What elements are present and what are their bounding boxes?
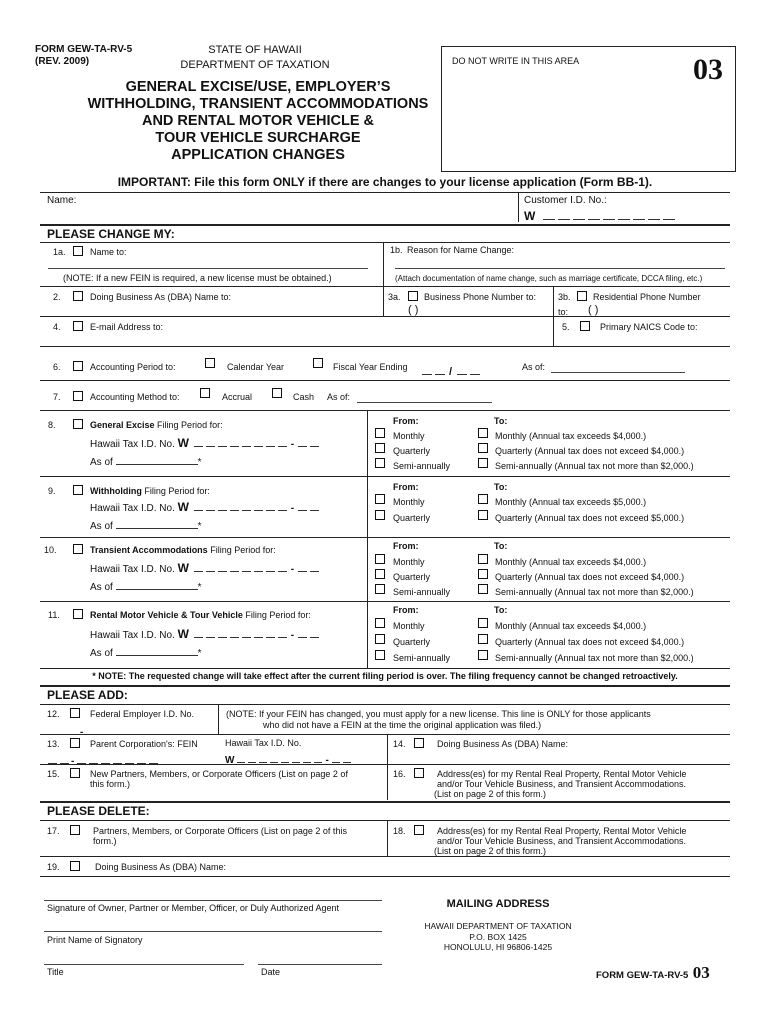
name-change-checkbox[interactable] <box>73 246 83 256</box>
date-line[interactable] <box>258 964 382 965</box>
mailing-line-3: HONOLULU, HI 96806-1425 <box>443 942 553 952</box>
rental-motor-vehicle-period <box>0 601 770 668</box>
to-monthly-checkbox[interactable] <box>478 618 488 628</box>
from-monthly-checkbox[interactable] <box>375 554 385 564</box>
from-option: Monthly <box>393 497 425 507</box>
general-excise-checkbox[interactable] <box>73 419 83 429</box>
from-semiannual-checkbox[interactable] <box>375 458 385 468</box>
from-label: From: <box>393 605 419 615</box>
item-number: 1b. <box>390 245 403 255</box>
cash-label: Cash <box>293 392 315 402</box>
to-monthly-checkbox[interactable] <box>478 494 488 504</box>
delete-dba-label: Doing Business As (DBA) Name: <box>95 862 227 872</box>
from-option: Monthly <box>393 431 425 441</box>
parent-fein-checkbox[interactable] <box>70 738 80 748</box>
attach-doc-note: (Attach documentation of name change, such as marriage certificate, DCCA filing, etc.) <box>395 274 703 283</box>
date-label: Date <box>261 967 281 977</box>
office-use-box <box>441 46 736 172</box>
delete-addresses-label-2: and/or Tour Vehicle Business, and Transient Accommodations. <box>437 836 686 846</box>
w-prefix: W <box>177 627 189 641</box>
to-label: To: <box>494 541 508 551</box>
item-number: 12. <box>47 709 60 719</box>
new-partners-label-2: this form.) <box>90 779 131 789</box>
asterisk: * <box>197 521 202 532</box>
tax-id-label: Hawaii Tax I.D. No. <box>90 503 175 514</box>
from-semiannual-checkbox[interactable] <box>375 650 385 660</box>
transient-accommodations-period <box>0 537 770 601</box>
add-addresses-label-3: (List on page 2 of this form.) <box>434 789 547 799</box>
asterisk: * <box>197 582 202 593</box>
to-semiannual-checkbox[interactable] <box>478 584 488 594</box>
from-quarterly-checkbox[interactable] <box>375 569 385 579</box>
item-number: 9. <box>48 486 56 496</box>
to-label: To: <box>494 605 508 615</box>
dash: - <box>325 755 329 766</box>
name-label: Name: <box>47 195 77 206</box>
to-semiannual-checkbox[interactable] <box>478 650 488 660</box>
from-option: Monthly <box>393 557 425 567</box>
add-addresses-label-2: and/or Tour Vehicle Business, and Transient Accommodations. <box>437 779 686 789</box>
delete-addresses-checkbox[interactable] <box>414 825 424 835</box>
fiscal-year-checkbox[interactable] <box>313 358 323 368</box>
customer-id-label: Customer I.D. No.: <box>524 195 607 206</box>
parent-fein-label: Parent Corporation's: FEIN <box>90 739 198 749</box>
parent-fein-field[interactable] <box>48 751 158 769</box>
item-number: 10. <box>44 545 57 555</box>
method-as-of-field[interactable] <box>357 402 492 403</box>
department-name: DEPARTMENT OF TAXATION <box>180 59 330 71</box>
naics-label: Primary NAICS Code to: <box>600 322 698 332</box>
add-addresses-checkbox[interactable] <box>414 768 424 778</box>
to-label: To: <box>494 416 508 426</box>
as-of-field[interactable] <box>116 454 198 465</box>
calendar-year-label: Calendar Year <box>227 362 285 372</box>
signature-line[interactable] <box>44 900 382 901</box>
accounting-period-label: Accounting Period to: <box>90 362 176 372</box>
from-option: Semi-annually <box>393 461 451 471</box>
delete-addresses-label-3: (List on page 2 of this form.) <box>434 846 547 856</box>
to-option: Quarterly (Annual tax does not exceed $5,000.) <box>495 513 685 523</box>
from-option: Quarterly <box>393 572 431 582</box>
customer-id-field[interactable] <box>524 207 724 221</box>
item-number: 8. <box>48 420 56 430</box>
from-semiannual-checkbox[interactable] <box>375 584 385 594</box>
from-quarterly-checkbox[interactable] <box>375 443 385 453</box>
period-label-rest: Filing Period for: <box>154 420 223 430</box>
signature-label: Signature of Owner, Partner or Member, Officer, or Duly Authorized Agent <box>47 903 339 913</box>
item-number: 16. <box>393 769 406 779</box>
as-of-label: As of: <box>327 392 351 402</box>
delete-partners-checkbox[interactable] <box>70 825 80 835</box>
fein-checkbox[interactable] <box>70 708 80 718</box>
form-title <box>60 79 456 164</box>
as-of-field[interactable] <box>551 372 685 373</box>
print-name-line[interactable] <box>44 931 382 932</box>
period-label-rest: Filing Period for: <box>207 545 276 555</box>
naics-code-field[interactable] <box>593 334 673 352</box>
from-label: From: <box>393 416 419 426</box>
withholding-checkbox[interactable] <box>73 485 83 495</box>
dash: - <box>290 503 295 514</box>
from-label: From: <box>393 541 419 551</box>
to-option: Quarterly (Annual tax does not exceed $4,000.) <box>495 446 685 456</box>
business-phone-area-code[interactable]: ( ) <box>408 304 419 316</box>
rental-motor-vehicle-checkbox[interactable] <box>73 609 83 619</box>
w-prefix: W <box>177 500 189 514</box>
item-number: 11. <box>48 610 60 620</box>
to-option: Semi-annually (Annual tax not more than $2,000.) <box>495 653 694 663</box>
add-addresses-label: Address(es) for my Rental Real Property, Rental Motor Vehicle <box>437 769 687 779</box>
as-of-label: As of: <box>522 362 546 372</box>
delete-partners-label: Partners, Members, or Corporate Officers (List on page 2 of this <box>93 826 347 836</box>
to-monthly-checkbox[interactable] <box>478 554 488 564</box>
please-delete-heading: PLEASE DELETE: <box>47 804 150 818</box>
as-of-field[interactable] <box>116 579 198 590</box>
new-partners-checkbox[interactable] <box>70 768 80 778</box>
to-quarterly-checkbox[interactable] <box>478 510 488 520</box>
print-name-label: Print Name of Signatory <box>47 935 143 945</box>
title-label: Title <box>47 967 64 977</box>
item-number: 1a. <box>53 247 66 257</box>
business-phone-label: Business Phone Number to: <box>424 292 537 302</box>
please-add-heading: PLEASE ADD: <box>47 688 128 702</box>
accrual-checkbox[interactable] <box>200 388 210 398</box>
tax-id-field[interactable] <box>192 439 319 450</box>
dash: - <box>80 727 84 738</box>
tax-id-field[interactable] <box>192 503 319 514</box>
from-monthly-checkbox[interactable] <box>375 494 385 504</box>
fein-label: Federal Employer I.D. No. <box>90 709 195 719</box>
calendar-year-checkbox[interactable] <box>205 358 215 368</box>
naics-change-checkbox[interactable] <box>580 321 590 331</box>
to-quarterly-checkbox[interactable] <box>478 569 488 579</box>
from-option: Semi-annually <box>393 587 451 597</box>
w-prefix: W <box>177 561 189 575</box>
from-option: Quarterly <box>393 513 431 523</box>
name-field[interactable] <box>44 208 514 222</box>
dba-name-label: Doing Business As (DBA) Name to: <box>90 292 232 302</box>
from-option: Quarterly <box>393 637 431 647</box>
email-label: E-mail Address to: <box>90 322 164 332</box>
mailing-line-1: HAWAII DEPARTMENT OF TAXATION <box>424 921 572 931</box>
fiscal-year-end-field[interactable] <box>422 362 480 380</box>
dash: - <box>290 630 295 641</box>
delete-addresses-label: Address(es) for my Rental Real Property, Rental Motor Vehicle <box>437 826 687 836</box>
email-change-checkbox[interactable] <box>73 321 83 331</box>
title-line: WITHHOLDING, TRANSIENT ACCOMMODATIONS <box>87 96 429 112</box>
to-label: to: <box>558 307 569 317</box>
title-line: AND RENTAL MOTOR VEHICLE & <box>141 113 374 129</box>
from-quarterly-checkbox[interactable] <box>375 510 385 520</box>
w-prefix: W <box>524 209 536 223</box>
as-of-field[interactable] <box>116 645 198 656</box>
mailing-address <box>400 898 596 953</box>
form-id: FORM GEW-TA-RV-5 <box>35 44 133 55</box>
withholding-period <box>0 476 770 537</box>
footer-code: 03 <box>692 963 710 982</box>
period-type: Transient Accommodations <box>90 545 208 555</box>
cash-checkbox[interactable] <box>272 388 282 398</box>
period-type: Rental Motor Vehicle & Tour Vehicle <box>90 610 243 620</box>
to-option: Quarterly (Annual tax does not exceed $4,000.) <box>495 637 685 647</box>
period-label-rest: Filing Period for: <box>242 610 311 620</box>
new-partners-label: New Partners, Members, or Corporate Officers (List on page 2 of <box>90 769 348 779</box>
fein-change-note: (NOTE: If your FEIN has changed, you must apply for a new license. This line is ONLY for those applicants <box>226 709 651 719</box>
delete-dba-checkbox[interactable] <box>70 861 80 871</box>
w-prefix: W <box>225 755 235 766</box>
to-label: To: <box>494 482 508 492</box>
from-option: Quarterly <box>393 446 431 456</box>
form-code: 03 <box>693 53 723 86</box>
from-option: Monthly <box>393 621 425 631</box>
footer-form-id: FORM GEW-TA-RV-5 <box>596 970 689 981</box>
from-label: From: <box>393 482 419 492</box>
note-fein-license: (NOTE: If a new FEIN is required, a new license must be obtained.) <box>63 273 332 283</box>
as-of-field[interactable] <box>116 518 198 529</box>
tax-id-label: Hawaii Tax I.D. No. <box>90 439 175 450</box>
from-option: Semi-annually <box>393 653 451 663</box>
item-number: 17. <box>47 826 60 836</box>
title-line[interactable] <box>44 964 244 965</box>
accounting-method-checkbox[interactable] <box>73 391 83 401</box>
w-prefix: W <box>177 436 189 450</box>
effect-note: * NOTE: The requested change will take effect after the current filing period is over. The filing frequency cannot be changed retroactively. <box>92 671 678 681</box>
from-monthly-checkbox[interactable] <box>375 428 385 438</box>
to-option: Monthly (Annual tax exceeds $4,000.) <box>495 557 647 567</box>
tax-id-label: Hawaii Tax I.D. No. <box>90 564 175 575</box>
fiscal-year-label: Fiscal Year Ending <box>333 362 408 372</box>
to-monthly-checkbox[interactable] <box>478 428 488 438</box>
please-change-heading: PLEASE CHANGE MY: <box>47 227 175 241</box>
tax-id-field[interactable] <box>192 564 319 575</box>
item-number: 19. <box>47 862 60 872</box>
residential-phone-checkbox[interactable] <box>577 291 587 301</box>
as-of-label: As of <box>90 648 113 659</box>
from-monthly-checkbox[interactable] <box>375 618 385 628</box>
to-option: Semi-annually (Annual tax not more than $2,000.) <box>495 587 694 597</box>
to-option: Monthly (Annual tax exceeds $4,000.) <box>495 621 647 631</box>
accounting-method-label: Accounting Method to: <box>90 392 180 402</box>
to-semiannual-checkbox[interactable] <box>478 458 488 468</box>
residential-phone-label: Residential Phone Number <box>593 292 701 302</box>
important-note: IMPORTANT: File this form ONLY if there are changes to your license application (Form BB-1). <box>117 175 653 189</box>
tax-id-label: Hawaii Tax I.D. No. <box>90 630 175 641</box>
to-option: Monthly (Annual tax exceeds $4,000.) <box>495 431 647 441</box>
item-number: 18. <box>393 826 406 836</box>
delete-partners-label-2: form.) <box>93 836 117 846</box>
accrual-label: Accrual <box>222 392 253 402</box>
item-number: 3a. <box>388 292 401 302</box>
to-quarterly-checkbox[interactable] <box>478 634 488 644</box>
item-number: 15. <box>47 769 60 779</box>
period-type: General Excise <box>90 420 155 430</box>
as-of-label: As of <box>90 521 113 532</box>
dash: - <box>71 756 75 767</box>
accounting-period-checkbox[interactable] <box>73 361 83 371</box>
mailing-line-2: P.O. BOX 1425 <box>469 931 527 942</box>
item-number: 7. <box>53 392 61 402</box>
to-option: Semi-annually (Annual tax not more than $2,000.) <box>495 461 694 471</box>
to-quarterly-checkbox[interactable] <box>478 443 488 453</box>
period-label-rest: Filing Period for: <box>141 486 210 496</box>
title-line: APPLICATION CHANGES <box>171 147 345 163</box>
from-quarterly-checkbox[interactable] <box>375 634 385 644</box>
title-line: TOUR VEHICLE SURCHARGE <box>155 130 361 146</box>
item-number: 6. <box>53 362 61 372</box>
mailing-heading: MAILING ADDRESS <box>446 898 550 910</box>
item-number: 13. <box>47 739 60 749</box>
fein-change-note-2: who did not have a FEIN at the time the original application was filed.) <box>263 720 542 730</box>
general-excise-period <box>0 410 770 476</box>
item-number: 14. <box>393 739 406 749</box>
do-not-write-label: DO NOT WRITE IN THIS AREA <box>452 56 580 66</box>
tax-id-field[interactable] <box>192 630 319 641</box>
dash: - <box>290 439 295 450</box>
dba-change-checkbox[interactable] <box>73 291 83 301</box>
add-dba-label: Doing Business As (DBA) Name: <box>437 739 569 749</box>
item-number: 3b. <box>558 292 571 302</box>
form-revision: (REV. 2009) <box>35 56 90 67</box>
parent-tax-id-field[interactable] <box>225 750 351 768</box>
residential-phone-area-code[interactable]: ( ) <box>588 304 599 316</box>
slash: / <box>449 366 453 378</box>
title-line: GENERAL EXCISE/USE, EMPLOYER’S <box>125 79 391 95</box>
asterisk: * <box>197 648 202 659</box>
add-dba-checkbox[interactable] <box>414 738 424 748</box>
state-name: STATE OF HAWAII <box>208 44 302 56</box>
item-number: 2. <box>53 292 61 302</box>
transient-accommodations-checkbox[interactable] <box>73 544 83 554</box>
dash: - <box>290 564 295 575</box>
as-of-label: As of <box>90 582 113 593</box>
hawaii-tax-id-label: Hawaii Tax I.D. No. <box>225 738 302 748</box>
business-phone-checkbox[interactable] <box>408 291 418 301</box>
item-number: 5. <box>562 322 570 332</box>
period-type: Withholding <box>90 486 142 496</box>
item-number: 4. <box>53 322 61 332</box>
to-option: Quarterly (Annual tax does not exceed $4,000.) <box>495 572 685 582</box>
name-to-label: Name to: <box>90 247 127 257</box>
as-of-label: As of <box>90 457 113 468</box>
to-option: Monthly (Annual tax exceeds $5,000.) <box>495 497 647 507</box>
reason-label: Reason for Name Change: <box>407 245 515 255</box>
footer <box>596 963 710 983</box>
asterisk: * <box>197 457 202 468</box>
